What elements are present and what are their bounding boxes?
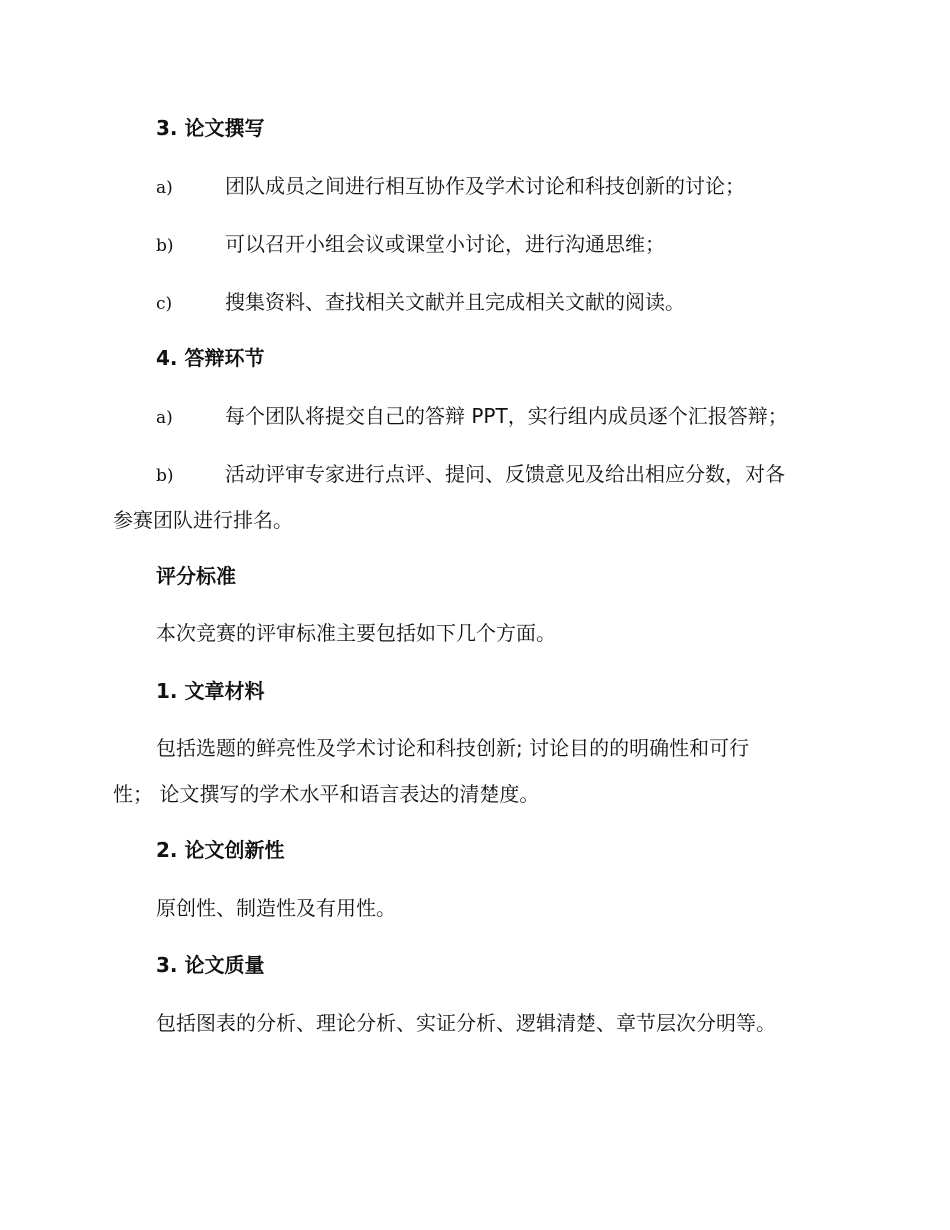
list-item-text: 活动评审专家进行点评、提问、反馈意见及给出相应分数，对各 [225, 462, 785, 486]
list-item [156, 287, 950, 317]
list-item-text: 搜集资料、查找相关文献并且完成相关文献的阅读。 [225, 290, 685, 314]
criterion-2-text: 原创性、制造性及有用性。 [156, 896, 396, 920]
criterion-3-heading: 3. 论文质量 [156, 953, 265, 977]
list-marker: a) [156, 408, 173, 428]
criterion-3-text: 包括图表的分析、理论分析、实证分析、逻辑清楚、章节层次分明等。 [156, 1011, 776, 1035]
list-item-text: 可以召开小组会议或课堂小讨论，进行沟通思维； [225, 232, 665, 256]
list-marker: c) [156, 294, 173, 314]
list-marker: b) [156, 236, 174, 256]
list-item-text: 团队成员之间进行相互协作及学术讨论和科技创新的讨论； [225, 174, 745, 198]
criterion-1-heading: 1. 文章材料 [156, 679, 265, 703]
list-item [156, 229, 950, 259]
scoring-heading: 评分标准 [156, 564, 236, 588]
list-item-text: 每个团队将提交自己的答辩 PPT，实行组内成员逐个汇报答辩； [225, 404, 788, 428]
criterion-1-text-continuation: 性； 论文撰写的学术水平和语言表达的清楚度。 [113, 782, 540, 806]
list-marker: b) [156, 466, 174, 486]
list-item-continuation: 参赛团队进行排名。 [113, 508, 293, 532]
list-marker: a) [156, 178, 173, 198]
criterion-2-heading: 2. 论文创新性 [156, 838, 285, 862]
list-item [156, 171, 950, 201]
section-3-heading: 3. 论文撰写 [156, 116, 265, 140]
list-item [156, 401, 950, 431]
criterion-1-text: 包括选题的鲜亮性及学术讨论和科技创新; 讨论目的的明确性和可行 [156, 736, 750, 760]
list-item [156, 459, 950, 489]
scoring-intro: 本次竞赛的评审标准主要包括如下几个方面。 [156, 621, 556, 645]
section-4-heading: 4. 答辩环节 [156, 346, 265, 370]
